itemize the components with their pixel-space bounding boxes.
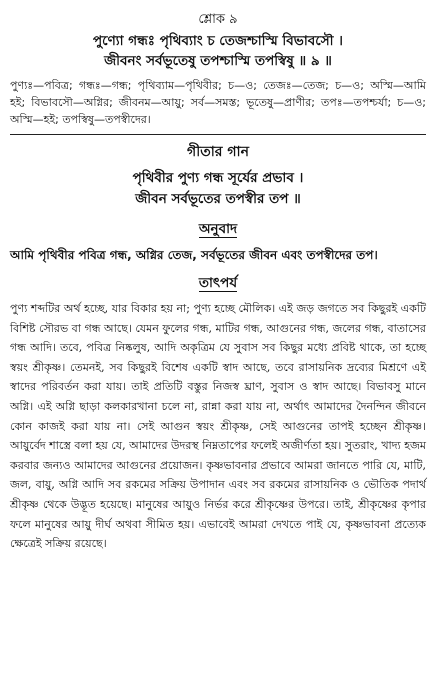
song-heading: গীতার গান	[187, 144, 249, 160]
sanskrit-verse-line-1: পুণ্যো গন্ধঃ পৃথিব্যাং চ তেজশ্চাস্মি বিভাবসৌ ।	[92, 33, 344, 49]
translation-heading-text: অনুবাদ	[198, 221, 238, 237]
sanskrit-verse-line-2: জীবনং সর্বভূতেষু তপশ্চাস্মি তপস্বিষু ॥ ৯ ॥	[104, 53, 332, 69]
song-line-1: পৃথিবীর পুণ্য গন্ধ সূর্যের প্রভাব ।	[132, 170, 304, 186]
translation-heading	[10, 218, 426, 241]
song-line-2: জীবন সর্বভূতের তপস্বীর তপ ॥	[135, 191, 301, 207]
shloka-number: শ্লোক ৯	[198, 12, 238, 27]
purport-heading-text: তাৎপর্য	[198, 275, 238, 291]
translation-text: আমি পৃথিবীর পবিত্র গন্ধ, অগ্নির তেজ, সর্বভূতের জীবন এবং তপস্বীদের তপ।	[10, 248, 378, 262]
section-divider	[10, 134, 426, 135]
purport-heading	[10, 272, 426, 295]
synonyms-paragraph: পুণ্যঃ—পবিত্র; গন্ধঃ—গন্ধ; পৃথিব্যাম—পৃথিবীর; চ—ও; তেজঃ—তেজ; চ—ও; অস্মি—আমি হই; বিভাবসৌ—অগ্নির; জীবনম—আয়ু; সর্ব—সমস্ত; ভূতেষু—প্রাণীর; তপঃ—তপশ্চর্যা; চ—ও; অস্মি—হই; তপস্বিষু—তপস্বীদের।	[10, 79, 426, 126]
purport-body	[10, 299, 426, 554]
purport-paragraph: পুণ্য শব্দটির অর্থ হচ্ছে, যার বিকার হয় না; পুণ্য হচ্ছে মৌলিক। এই জড় জগতে সব কিছুরই একটি বিশিষ্ট সৌরভ বা গন্ধ আছে। যেমন ফুলের গন্ধ, মাটির গন্ধ, আগুনের গন্ধ, জলের গন্ধ, বাতাসের গন্ধ আদি। তবে, পবিত্র নিষ্কলুষ, আদি অকৃত্রিম যে সুবাস সব কিছুর মধ্যে প্রবিষ্ট থাকে, তা হচ্ছে স্বয়ং শ্রীকৃষ্ণ। তেমনই, সব কিছুরই বিশেষ একটি স্বাদ আছে, তবে রাসায়নিক দ্রব্যের মিশ্রণে এই স্বাদের পরিবর্তন করা যায়। তাই প্রতিটি বস্তুর নিজস্ব ঘ্রাণ, সুবাস ও স্বাদ আছে। বিভাবসু মানে অগ্নি। এই অগ্নি ছাড়া কলকারখানা চলে না, রান্না করা যায় না, অর্থাৎ আমাদের দৈনন্দিন জীবনে কোন কাজই করা যায় না। সেই আগুন স্বয়ং শ্রীকৃষ্ণ, সেই আগুনের তাপই হচ্ছেন শ্রীকৃষ্ণ। আয়ুর্বেদ শাস্ত্রে বলা হয় যে, আমাদের উদরস্থ নিম্নতাপের ফলেই অজীর্ণতা হয়। সুতরাং, খাদ্য হজম করবার জন্যও আমাদের আগুনের প্রয়োজন। কৃষ্ণভাবনার প্রভাবে আমরা জানতে পারি যে, মাটি, জল, বায়ু, অগ্নি আদি সব রকমের সক্রিয় উপাদান এবং সব রকমের রাসায়নিক ও ভৌতিক পদার্থ শ্রীকৃষ্ণ থেকে উদ্ভূত হয়েছে। মানুষের আয়ুও নির্ভর করে শ্রীকৃষ্ণের উপরে। তাই, শ্রীকৃষ্ণের কৃপার ফলে মানুষের আয়ু দীর্ঘ অথবা সীমিত হয়। এভাবেই আমরা দেখতে পাই যে, কৃষ্ণভাবনা প্রত্যেক ক্ষেত্রেই সক্রিয় রয়েছে।	[10, 302, 426, 551]
